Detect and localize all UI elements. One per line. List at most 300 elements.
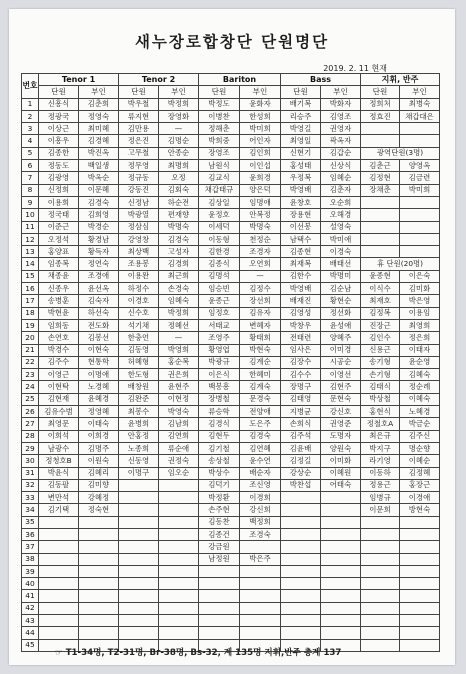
wife-cell — [159, 602, 199, 614]
member-cell — [119, 602, 159, 614]
member-cell: 김정현 — [361, 172, 400, 184]
member-cell: 윤종근 — [199, 295, 240, 307]
wife-cell: 정숙현 — [79, 504, 119, 516]
member-cell: 백봉흥 — [199, 381, 240, 393]
wife-cell — [159, 578, 199, 590]
row-number: 18 — [22, 307, 39, 319]
wife-cell: 도은주 — [240, 418, 281, 430]
wife-cell — [321, 615, 361, 627]
member-cell: 변만석 — [39, 492, 79, 504]
member-cell: 손연호 — [39, 332, 79, 344]
row-number: 16 — [22, 283, 39, 295]
member-cell — [119, 492, 159, 504]
wife-cell — [159, 516, 199, 528]
table-row — [22, 221, 440, 233]
wife-cell: 황태희 — [240, 332, 281, 344]
wife-cell: 박미희 — [240, 123, 281, 135]
wife-cell — [159, 528, 199, 540]
member-cell: 김동영 — [119, 344, 159, 356]
wife-cell: 오해경 — [321, 209, 361, 221]
row-number: 8 — [22, 184, 39, 196]
table-row — [22, 627, 440, 639]
wife-cell: 박미희 — [400, 184, 440, 196]
member-cell: 정철호A — [361, 418, 400, 430]
member-cell — [281, 492, 321, 504]
member-cell — [119, 615, 159, 627]
member-cell — [199, 565, 240, 577]
member-cell: 손희식 — [281, 418, 321, 430]
table-row — [22, 381, 440, 393]
wife-cell: 배태선 — [321, 258, 361, 270]
member-cell: 정동도 — [39, 160, 79, 172]
wife-cell: 조경애 — [79, 270, 119, 282]
wife-cell — [79, 578, 119, 590]
wife-cell — [79, 627, 119, 639]
member-cell — [281, 516, 321, 528]
member-cell: 김동팔 — [39, 479, 79, 491]
member-cell: 박광규 — [199, 356, 240, 368]
wife-cell: 손경숙 — [159, 283, 199, 295]
member-cell: 박현윤 — [39, 307, 79, 319]
table-row — [22, 319, 440, 331]
wife-cell — [321, 504, 361, 516]
wife-cell: 김경숙 — [240, 430, 281, 442]
member-cell: 이세덕 — [199, 221, 240, 233]
row-number: 32 — [22, 479, 39, 491]
tenor2-header: Tenor 2 — [119, 74, 199, 86]
table-row — [22, 270, 440, 282]
wife-cell — [159, 615, 199, 627]
wife-cell: 김정혜 — [400, 467, 440, 479]
member-cell — [119, 479, 159, 491]
wife-cell: 전도화 — [79, 319, 119, 331]
member-cell: 이흥우 — [39, 135, 79, 147]
wife-cell: 이문혜 — [79, 184, 119, 196]
member-cell — [119, 504, 159, 516]
wife-cell — [400, 233, 440, 245]
wife-cell: 이은숙 — [400, 270, 440, 282]
wife-cell: 김정수 — [240, 283, 281, 295]
wife-cell: 박은주 — [240, 553, 281, 565]
member-cell: 윤정호 — [199, 209, 240, 221]
wife-cell: 최미혜 — [79, 123, 119, 135]
member-cell — [361, 246, 400, 258]
member-header: 단원 — [39, 86, 79, 98]
member-cell: 김종식 — [199, 258, 240, 270]
member-cell — [361, 602, 400, 614]
member-cell: 김태식 — [361, 381, 400, 393]
wife-cell: 변혜자 — [240, 319, 281, 331]
row-number: 15 — [22, 270, 39, 282]
wife-cell: 김계숙 — [240, 381, 281, 393]
member-cell: 강상순 — [281, 467, 321, 479]
wife-cell — [159, 627, 199, 639]
member-cell: 김종건 — [199, 528, 240, 540]
wife-cell — [159, 541, 199, 553]
wife-cell: 편재향 — [159, 209, 199, 221]
member-cell: 박찬섭 — [281, 479, 321, 491]
member-cell: 정용근 — [361, 479, 400, 491]
row-number: 45 — [22, 639, 39, 651]
member-cell: 정희처 — [361, 98, 400, 110]
wife-cell — [321, 492, 361, 504]
member-cell — [39, 615, 79, 627]
row-number: 44 — [22, 627, 39, 639]
row-number: 20 — [22, 332, 39, 344]
wife-cell — [400, 123, 440, 135]
row-number: 43 — [22, 615, 39, 627]
wife-cell: 김회숙 — [159, 184, 199, 196]
table-row — [22, 418, 440, 430]
table-row — [22, 196, 440, 208]
wife-cell: 양혜주 — [321, 332, 361, 344]
wife-cell: 임혜숙 — [159, 295, 199, 307]
member-cell: 허혜형 — [119, 356, 159, 368]
wife-cell: 김춘자 — [321, 184, 361, 196]
wife-cell: 김경숙 — [79, 196, 119, 208]
wife-cell: 이태숙 — [79, 418, 119, 430]
table-row — [22, 393, 440, 405]
member-cell: 정삼심 — [119, 221, 159, 233]
wife-cell — [400, 541, 440, 553]
member-cell: 신정희 — [39, 184, 79, 196]
member-cell: 라기영 — [361, 455, 400, 467]
member-cell — [199, 590, 240, 602]
row-number: 21 — [22, 344, 39, 356]
table-row — [22, 369, 440, 381]
wife-cell — [400, 639, 440, 651]
wife-cell: 김주신 — [400, 430, 440, 442]
row-number: 22 — [22, 356, 39, 368]
wife-cell: 이경숙 — [321, 246, 361, 258]
member-cell: 김덕기 — [199, 479, 240, 491]
wife-cell: 백일생 — [79, 160, 119, 172]
wife-cell — [400, 196, 440, 208]
wife-cell — [321, 565, 361, 577]
member-cell: 정청호B — [39, 455, 79, 467]
wife-cell — [400, 516, 440, 528]
wife-cell: 오연희 — [240, 258, 281, 270]
wife-cell: 김춘희 — [79, 98, 119, 110]
table-row — [22, 602, 440, 614]
member-cell: 조용봉 — [119, 258, 159, 270]
member-cell: 박정도 — [199, 98, 240, 110]
member-cell: 이식수 — [361, 283, 400, 295]
member-cell: 이희석 — [39, 430, 79, 442]
member-cell: 이영근 — [39, 369, 79, 381]
member-cell: 최은규 — [361, 430, 400, 442]
wife-cell: 정영숙 — [79, 110, 119, 122]
wife-cell: 김혜숙 — [400, 369, 440, 381]
wife-cell: 박은영 — [400, 295, 440, 307]
member-cell: 김한경 — [199, 246, 240, 258]
member-cell: 윤종현 — [361, 270, 400, 282]
member-cell: 김현두 — [199, 430, 240, 442]
member-cell: 홍성태 — [281, 160, 321, 172]
wife-cell: 이경애 — [400, 492, 440, 504]
member-cell: 이용완 — [119, 270, 159, 282]
table-row — [22, 246, 440, 258]
wife-cell: 이용임 — [400, 307, 440, 319]
wife-cell: 권영자 — [321, 123, 361, 135]
member-cell — [39, 553, 79, 565]
member-cell: 최봉수 — [119, 406, 159, 418]
wife-cell — [400, 209, 440, 221]
member-cell: 김현재 — [39, 393, 79, 405]
bariton-header: Bariton — [199, 74, 281, 86]
wife-cell: 방현숙 — [400, 504, 440, 516]
member-cell — [361, 578, 400, 590]
member-cell: 한충언 — [119, 332, 159, 344]
wife-cell — [79, 590, 119, 602]
wife-cell — [240, 565, 281, 577]
member-cell: 손주현 — [199, 504, 240, 516]
wife-cell — [321, 578, 361, 590]
wife-cell: 윤수연 — [240, 455, 281, 467]
wife-cell — [400, 578, 440, 590]
wife-cell: 윤혜경 — [79, 393, 119, 405]
member-cell: 이동하 — [361, 467, 400, 479]
member-cell: 남광수 — [39, 442, 79, 454]
member-cell — [119, 528, 159, 540]
wife-cell: 노경혜 — [79, 381, 119, 393]
member-cell: 안홍정 — [119, 430, 159, 442]
group-label: 휴 단원(20명) — [361, 258, 440, 270]
wife-cell: 문경숙 — [240, 393, 281, 405]
wife-cell: 김연희 — [159, 430, 199, 442]
member-cell: 지병균 — [281, 406, 321, 418]
wife-cell: 오순희 — [321, 196, 361, 208]
member-cell: 임종복 — [39, 258, 79, 270]
member-cell: 강동진 — [119, 184, 159, 196]
wife-cell: 김경숙 — [159, 233, 199, 245]
member-cell: 조영주 — [199, 332, 240, 344]
table-row — [22, 135, 440, 147]
member-cell: 오정석 — [39, 233, 79, 245]
member-cell: 김주석 — [281, 430, 321, 442]
wife-cell: 신상식 — [321, 160, 361, 172]
member-cell — [361, 123, 400, 135]
roster-body — [22, 98, 440, 651]
member-cell: 신종우 — [39, 283, 79, 295]
wife-cell — [240, 578, 281, 590]
member-cell: 하정수 — [119, 283, 159, 295]
member-cell: 정무영 — [119, 160, 159, 172]
member-cell: 김주수 — [39, 356, 79, 368]
member-cell — [119, 565, 159, 577]
wife-cell: 이현숙 — [79, 344, 119, 356]
member-cell: 남정원 — [199, 553, 240, 565]
member-cell: 박영길 — [281, 123, 321, 135]
member-cell: 박영배 — [281, 283, 321, 295]
member-cell: 김만용 — [119, 123, 159, 135]
wife-cell: 박정희 — [159, 307, 199, 319]
bass-header: Bass — [281, 74, 361, 86]
wife-cell: 시공순 — [321, 356, 361, 368]
member-cell: 남원식 — [199, 160, 240, 172]
wife-cell: 박정희 — [159, 98, 199, 110]
wife-cell: 현통학 — [79, 356, 119, 368]
wife-cell: 김혜리 — [79, 467, 119, 479]
wife-cell — [400, 590, 440, 602]
table-row — [22, 209, 440, 221]
member-cell — [361, 135, 400, 147]
row-number: 14 — [22, 258, 39, 270]
wife-cell: 설영숙 — [321, 221, 361, 233]
wife-cell: 최병숙 — [400, 98, 440, 110]
member-cell — [199, 578, 240, 590]
table-row — [22, 160, 440, 172]
member-cell: 류지현 — [119, 110, 159, 122]
member-cell: 김동찬 — [199, 516, 240, 528]
wife-cell — [400, 246, 440, 258]
member-cell — [361, 590, 400, 602]
wife-cell: 정은희 — [400, 332, 440, 344]
member-cell: 배기복 — [281, 98, 321, 110]
member-cell: 최영문 — [39, 418, 79, 430]
member-cell: 우정복 — [281, 172, 321, 184]
member-cell — [119, 516, 159, 528]
member-cell: 강영창 — [119, 233, 159, 245]
row-number: 31 — [22, 467, 39, 479]
wife-cell: 한혜미 — [240, 369, 281, 381]
wife-cell — [240, 541, 281, 553]
row-number: 7 — [22, 172, 39, 184]
wife-cell — [79, 553, 119, 565]
wife-cell: 임혜순 — [321, 172, 361, 184]
wife-cell: 이미경 — [321, 344, 361, 356]
wife-cell: 이희경 — [79, 430, 119, 442]
wife-cell: 안종순 — [159, 147, 199, 159]
wife-cell: 오정 — [159, 172, 199, 184]
row-number: 24 — [22, 381, 39, 393]
member-cell: 김명석 — [199, 270, 240, 282]
member-cell: 김춘근 — [361, 160, 400, 172]
member-cell: 박상수 — [199, 467, 240, 479]
wife-cell: 최영희 — [400, 319, 440, 331]
member-cell — [199, 615, 240, 627]
wife-cell: 류순애 — [159, 442, 199, 454]
wife-cell: 윤현주 — [159, 381, 199, 393]
wife-cell: 김명순 — [159, 135, 199, 147]
member-cell: 이은식 — [199, 369, 240, 381]
member-cell: 고무철 — [119, 147, 159, 159]
wife-cell: 김남희 — [159, 418, 199, 430]
wife-cell — [79, 541, 119, 553]
member-cell — [39, 528, 79, 540]
member-cell: 김상일 — [199, 196, 240, 208]
member-cell: 최상백 — [119, 246, 159, 258]
member-cell — [281, 504, 321, 516]
member-cell: 김장수 — [281, 356, 321, 368]
row-number: 34 — [22, 504, 39, 516]
wife-cell: 명순향 — [400, 442, 440, 454]
member-cell — [199, 627, 240, 639]
table-row — [22, 565, 440, 577]
member-cell — [39, 565, 79, 577]
table-row — [22, 184, 440, 196]
member-cell: 한도형 — [119, 369, 159, 381]
wife-cell: 이명애 — [79, 369, 119, 381]
table-row — [22, 615, 440, 627]
member-cell: 정해춘 — [199, 123, 240, 135]
member-cell: 이현탁 — [39, 381, 79, 393]
member-cell: 윤병희 — [119, 418, 159, 430]
member-cell: 이경호 — [119, 295, 159, 307]
wife-cell — [400, 528, 440, 540]
wife-cell: 임명애 — [240, 196, 281, 208]
member-cell: 김윤배 — [281, 442, 321, 454]
wife-cell: 채갑대은 — [400, 110, 440, 122]
wife-cell: 김인희 — [240, 147, 281, 159]
member-cell — [281, 565, 321, 577]
member-cell: 이준근 — [39, 221, 79, 233]
member-cell: 김기택 — [39, 504, 79, 516]
member-cell — [119, 553, 159, 565]
row-number: 35 — [22, 516, 39, 528]
member-cell: 신용근 — [361, 344, 400, 356]
row-number: 9 — [22, 196, 39, 208]
table-row — [22, 504, 440, 516]
wife-cell — [400, 627, 440, 639]
wife-cell: 양은덕 — [240, 184, 281, 196]
wife-cell — [240, 615, 281, 627]
roster-table — [21, 73, 440, 652]
wife-header: 부인 — [240, 86, 281, 98]
member-cell — [361, 553, 400, 565]
table-row — [22, 295, 440, 307]
member-cell: 서태교 — [199, 319, 240, 331]
wife-cell: 김봉선 — [79, 332, 119, 344]
member-cell — [281, 528, 321, 540]
row-number: 30 — [22, 455, 39, 467]
member-cell: 이선봉 — [281, 221, 321, 233]
member-cell: 김종현 — [281, 246, 321, 258]
member-cell: 리승주 — [281, 110, 321, 122]
table-row — [22, 455, 440, 467]
wife-cell: 김숙자 — [79, 295, 119, 307]
wife-cell: 최근희 — [159, 270, 199, 282]
wife-cell: 정영혜 — [79, 406, 119, 418]
wife-cell: 홍순복 — [159, 356, 199, 368]
member-cell: 이문희 — [361, 504, 400, 516]
wife-cell — [79, 516, 119, 528]
wife-cell: 도명자 — [321, 430, 361, 442]
member-cell — [361, 209, 400, 221]
wife-cell: 조경숙 — [240, 528, 281, 540]
member-cell: 배창원 — [119, 381, 159, 393]
wife-cell: 이경희 — [240, 492, 281, 504]
wife-cell: 양영옥 — [400, 160, 440, 172]
wife-cell: 곽옥자 — [321, 135, 361, 147]
member-cell: 장병철 — [199, 393, 240, 405]
member-cell: 김경식 — [199, 418, 240, 430]
table-row — [22, 541, 440, 553]
table-row — [22, 147, 440, 159]
member-cell — [39, 578, 79, 590]
wife-cell: 김희영 — [79, 209, 119, 221]
wife-cell: 박명숙 — [240, 221, 281, 233]
wife-cell: 윤희경 — [240, 172, 281, 184]
wife-cell — [321, 541, 361, 553]
wife-cell — [159, 565, 199, 577]
tenor1-header: Tenor 1 — [39, 74, 119, 86]
wife-cell — [400, 565, 440, 577]
wife-cell: 최명희 — [159, 160, 199, 172]
member-cell — [281, 627, 321, 639]
row-number: 6 — [22, 160, 39, 172]
member-cell: 손기형 — [361, 369, 400, 381]
